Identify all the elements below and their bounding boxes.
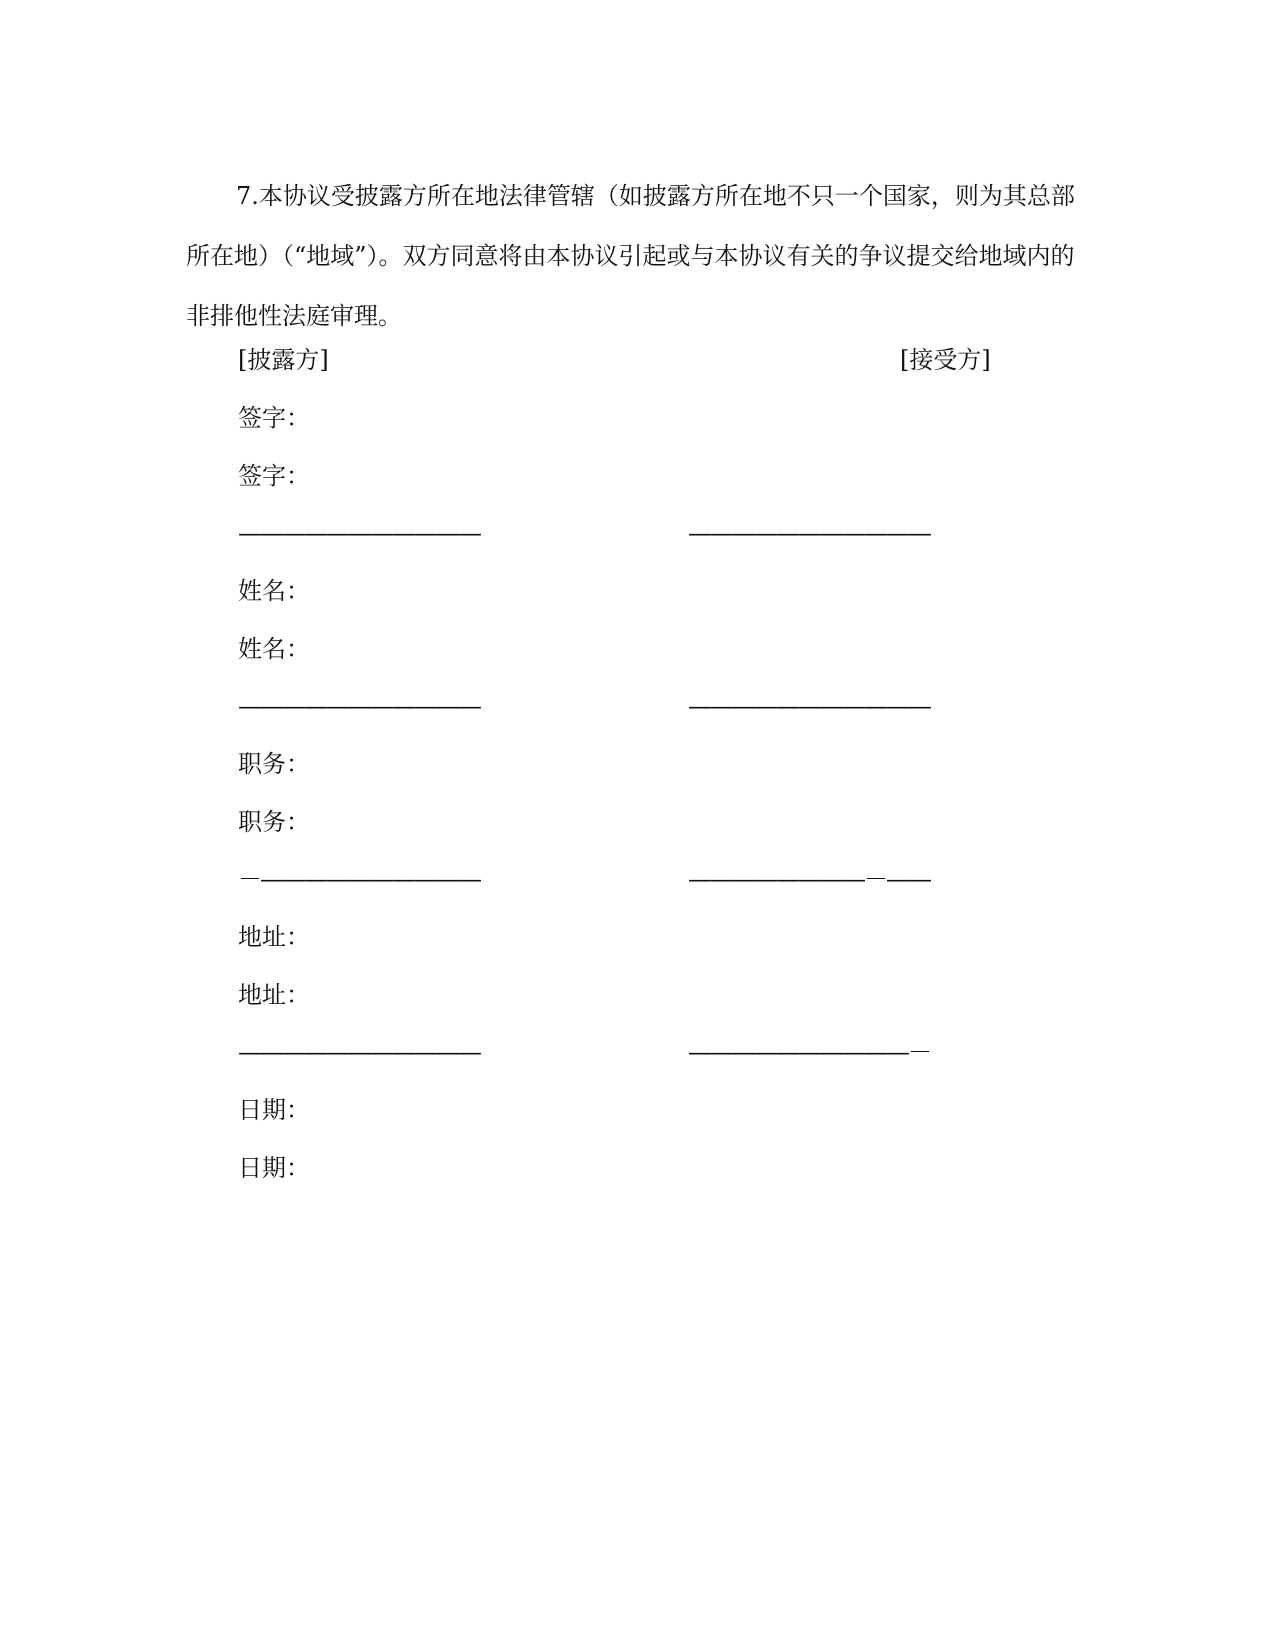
title-label: 职务： — [238, 750, 310, 778]
signature-line-left: ——————————— — [238, 519, 480, 547]
name-line-left: ——————————— — [238, 692, 480, 720]
address-line-left: ——————————— — [238, 1038, 480, 1066]
address-label: 地址： — [238, 923, 310, 951]
signature-label: 签字： — [238, 404, 310, 432]
name-label: 姓名： — [238, 577, 310, 605]
date-label: 日期： — [238, 1096, 310, 1124]
title-label: 职务： — [238, 808, 310, 836]
title-line-left: －—————————— — [238, 865, 480, 893]
governing-law-clause — [186, 166, 1086, 346]
address-line-right: ——————————－ — [688, 1038, 930, 1066]
title-line-right: ————————－—— — [688, 865, 930, 893]
recipient-party-label: [接受方] — [900, 346, 991, 374]
name-line-right: ——————————— — [688, 692, 930, 720]
signature-line-right: ——————————— — [688, 519, 930, 547]
clause-text: 7.本协议受披露方所在地法律管辖（如披露方所在地不只一个国家，则为其总部所在地）（“地域”）。双方同意将由本协议引起或与本协议有关的争议提交给地域内的非排他性法庭审理。 — [186, 182, 1075, 330]
name-label: 姓名： — [238, 635, 310, 663]
address-label: 地址： — [238, 981, 310, 1009]
signature-label: 签字： — [238, 462, 310, 490]
discloser-party-label: [披露方] — [238, 346, 329, 374]
date-label: 日期： — [238, 1154, 310, 1182]
